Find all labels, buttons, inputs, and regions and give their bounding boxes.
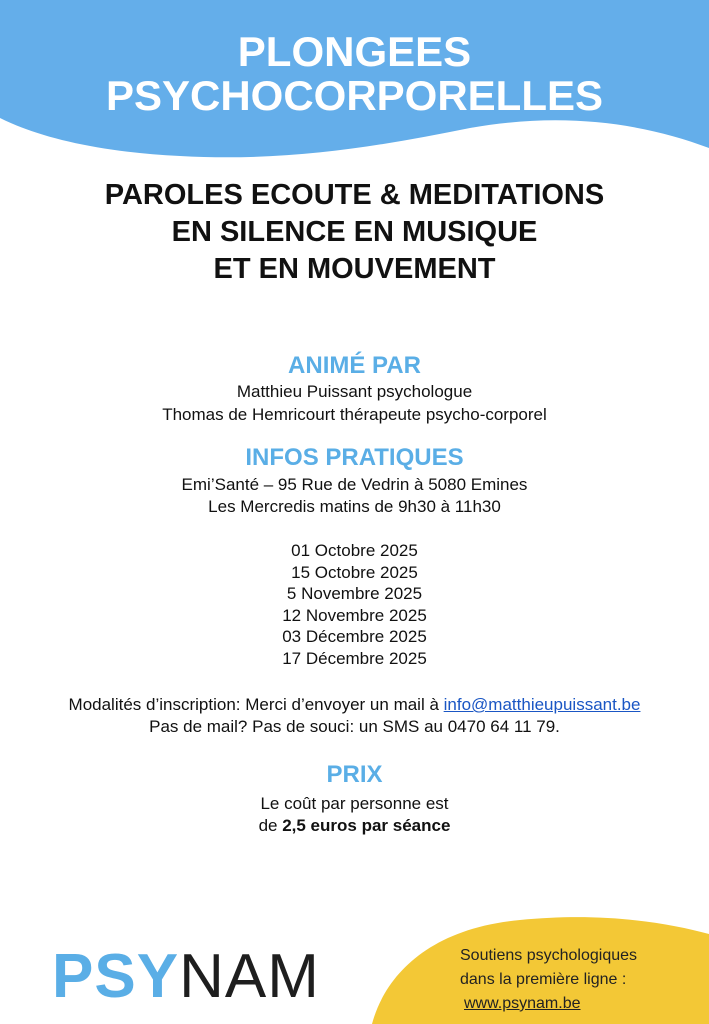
date-item: 17 Décembre 2025 [282,648,427,668]
date-item: 15 Octobre 2025 [291,562,418,582]
subtitle-line-2: EN SILENCE EN MUSIQUE [171,216,538,248]
title-line-1: PLONGEES [237,28,472,75]
title-line-2: PSYCHOCORPORELLES [105,72,604,119]
price-value: 2,5 euros par séance [282,816,451,835]
sms-line: Pas de mail? Pas de souci: un SMS au 0470 64 11 79. [149,717,560,736]
price-line-1: Le coût par personne est [260,794,449,813]
footer-line-2: dans la première ligne : [460,971,627,988]
infos-pratiques-heading: INFOS PRATIQUES [245,444,464,471]
inscription-line [0,694,709,715]
subtitle [0,177,709,288]
price-line-2 [0,815,709,836]
price-prefix: de [258,816,283,835]
subtitle-line-1: PAROLES ECOUTE & MEDITATIONS [104,179,605,211]
date-item: 03 Décembre 2025 [282,627,427,646]
facilitator-2: Thomas de Hemricourt thérapeute psycho-corporel [162,405,547,424]
prix-heading: PRIX [326,761,383,788]
logo-nam: NAM [179,942,320,1011]
psynam-logo [52,942,320,1012]
logo-psy: PSY [52,942,180,1011]
date-item: 12 Novembre 2025 [282,605,427,625]
date-item: 01 Octobre 2025 [291,541,418,560]
dates-list [0,540,709,669]
footer-url-link[interactable]: www.psynam.be [464,995,581,1012]
footer-text [460,944,700,1016]
address: Emi’Santé – 95 Rue de Vedrin à 5080 Emines [181,475,528,494]
inscription-text: Modalités d’inscription: Merci d’envoyer un mail à [68,695,444,714]
date-item: 5 Novembre 2025 [286,584,423,603]
anime-par-heading: ANIMÉ PAR [288,352,421,379]
subtitle-line-3: ET EN MOUVEMENT [213,253,496,285]
facilitator-1: Matthieu Puissant psychologue [236,382,473,401]
footer-line-1: Soutiens psychologiques [460,947,638,964]
email-link[interactable]: info@matthieupuissant.be [443,695,641,714]
page-title [0,30,709,118]
schedule: Les Mercredis matins de 9h30 à 11h30 [208,497,501,516]
